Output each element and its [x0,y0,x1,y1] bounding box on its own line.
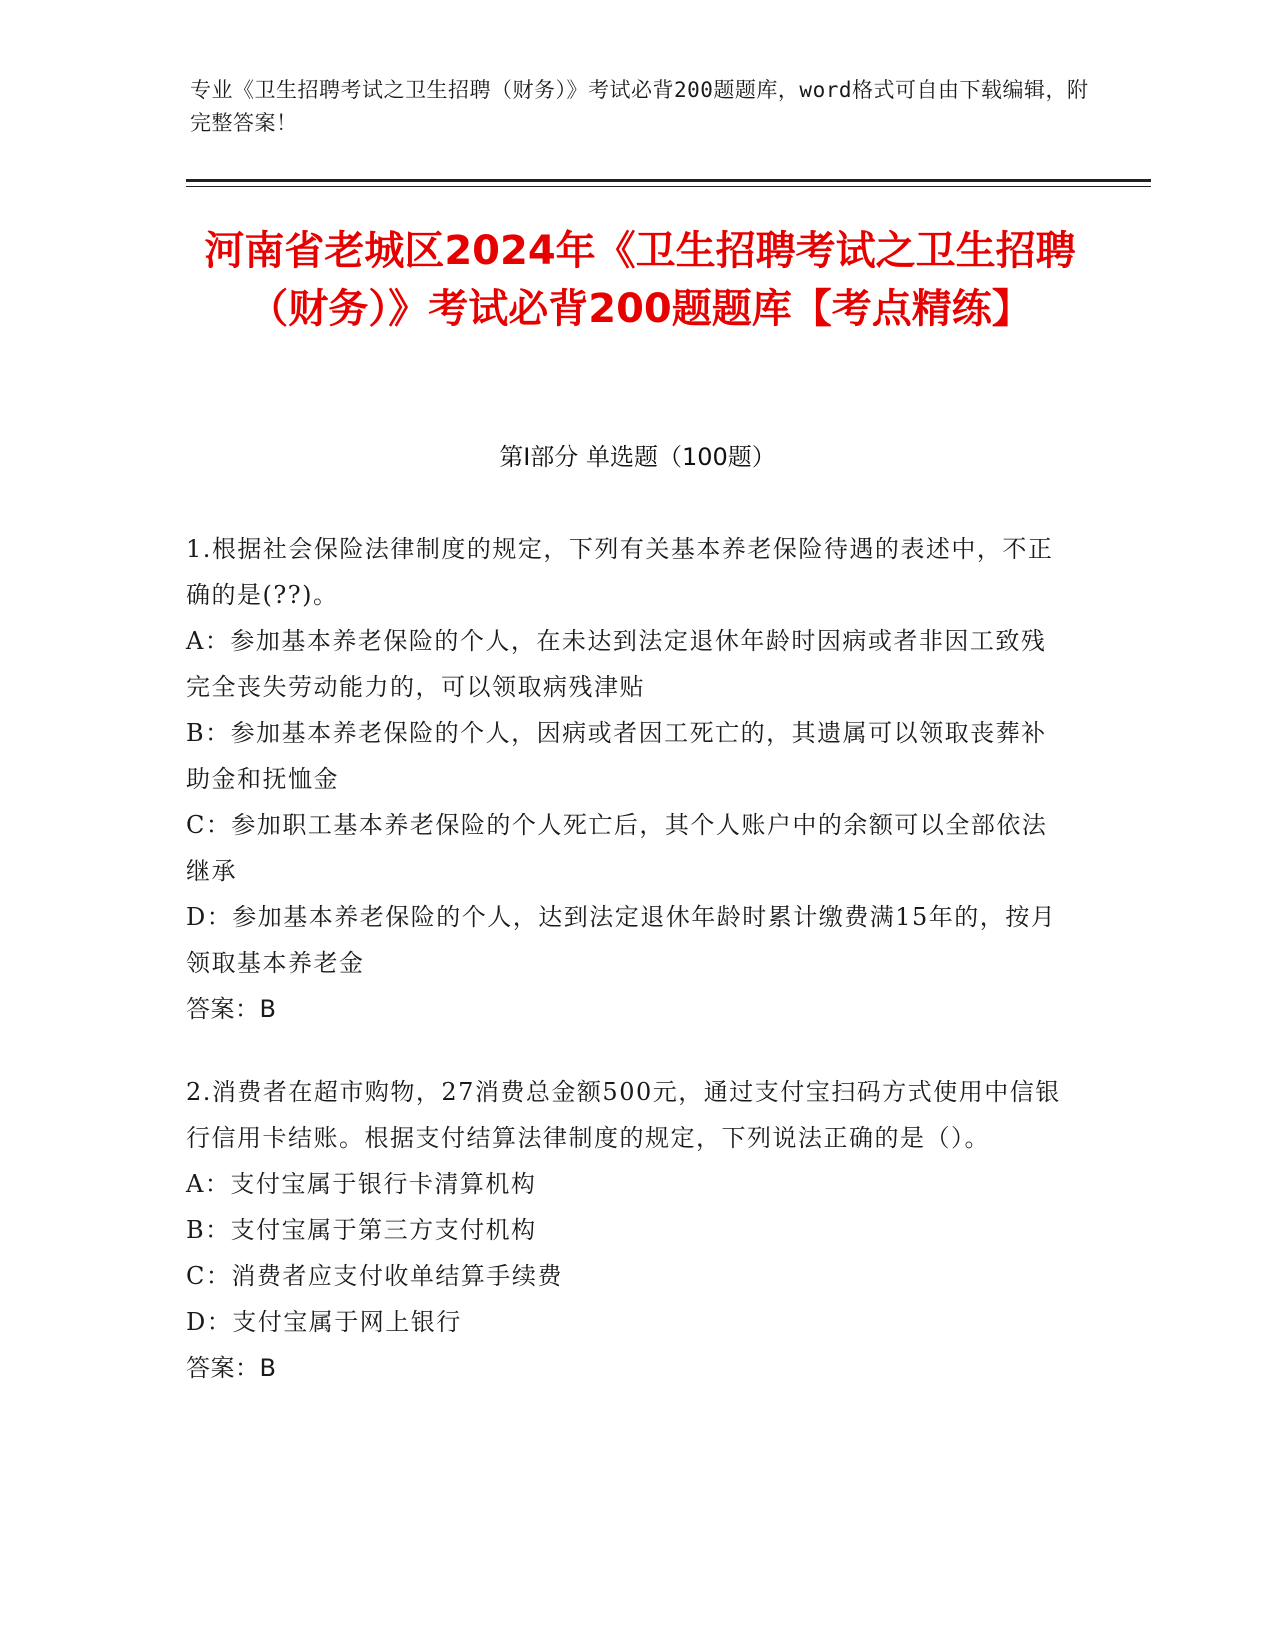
question-option: A：参加基本养老保险的个人，在未达到法定退休年龄时因病或者非因工致残完全丧失劳动能力的，可以领取病残津贴 [186,627,1047,701]
question-option: D：支付宝属于网上银行 [186,1308,462,1336]
question-stem: 1.根据社会保险法律制度的规定，下列有关基本养老保险待遇的表述中，不正确的是(??)。 [186,535,1054,609]
question-answer: 答案：B [186,1354,277,1382]
section-title: 第I部分 单选题（100题） [499,443,776,471]
question-stem: 2.消费者在超市购物，27消费总金额500元，通过支付宝扫码方式使用中信银行信用卡结账。根据支付结算法律制度的规定，下列说法正确的是（）。 [186,1078,1061,1152]
question-option: C：消费者应支付收单结算手续费 [186,1262,563,1290]
question-option: B：支付宝属于第三方支付机构 [186,1216,537,1244]
header-divider-thin [186,186,1151,187]
question-option: A：支付宝属于银行卡清算机构 [186,1170,537,1198]
question-option: C：参加职工基本养老保险的个人死亡后，其个人账户中的余额可以全部依法继承 [186,811,1048,885]
question-answer: 答案：B [186,995,277,1023]
header-divider-thick [186,179,1151,182]
question-option: D：参加基本养老保险的个人，达到法定退休年龄时累计缴费满15年的，按月领取基本养老金 [186,903,1057,977]
question-block [186,1069,1066,1391]
question-block [186,526,1066,1032]
header-note: 专业《卫生招聘考试之卫生招聘（财务）》考试必背200题题库，word格式可自由下载编辑，附完整答案！ [190,78,1089,135]
question-option: B：参加基本养老保险的个人，因病或者因工死亡的，其遗属可以领取丧葬补助金和抚恤金 [186,719,1047,793]
document-title: 河南省老城区2024年《卫生招聘考试之卫生招聘（财务）》考试必背200题题库【考点精练】 [204,228,1076,332]
